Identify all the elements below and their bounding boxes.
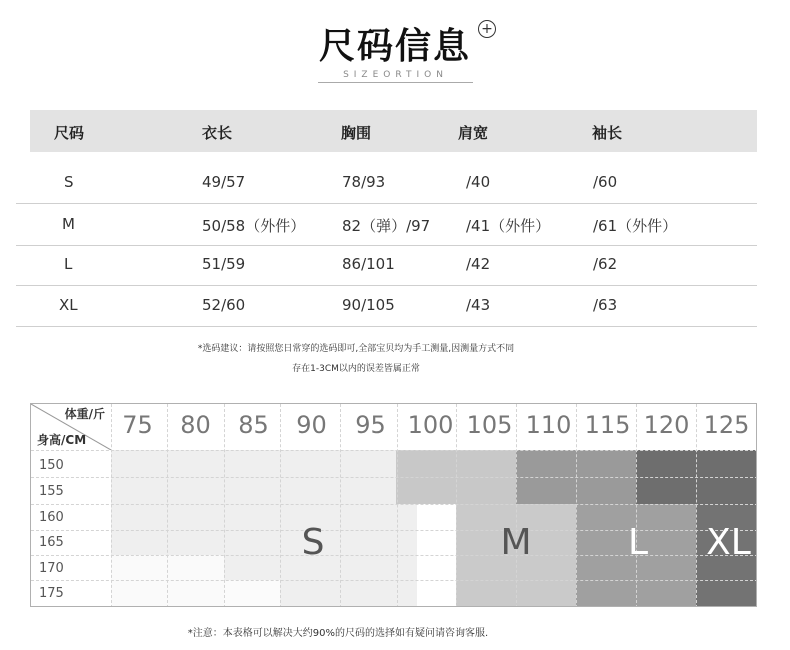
plus-circle-icon: + — [478, 20, 496, 38]
weight-tick: 120 — [643, 411, 690, 439]
zone-label-s: S — [301, 522, 325, 563]
header-chest: 胸围 — [341, 124, 372, 142]
zone-label-xl: XL — [706, 522, 751, 563]
weight-tick: 110 — [525, 411, 572, 439]
cell-size: L — [64, 255, 73, 273]
height-tick: 175 — [39, 586, 64, 601]
weight-tick: 100 — [407, 411, 454, 439]
header-sleeve: 袖长 — [592, 124, 623, 142]
cell-chest: 90/105 — [342, 296, 395, 314]
table-row — [16, 162, 757, 204]
corner-header — [31, 404, 111, 450]
cell-length: 52/60 — [202, 296, 246, 314]
table-row — [16, 285, 757, 327]
zone-label-l: L — [627, 522, 649, 563]
grid-line — [31, 450, 757, 451]
weight-tick: 75 — [122, 411, 153, 439]
cell-length: 51/59 — [202, 255, 246, 273]
cell-shoulder: /41（外件） — [466, 217, 551, 235]
header-length: 衣长 — [202, 124, 233, 142]
cell-chest: 78/93 — [342, 173, 386, 191]
weight-tick: 105 — [466, 411, 513, 439]
grid-line — [31, 504, 757, 505]
table-row — [16, 244, 757, 286]
cell-chest: 82（弹）/97 — [342, 217, 431, 235]
height-tick: 150 — [39, 458, 64, 473]
cell-chest: 86/101 — [342, 255, 395, 273]
cell-sleeve: /61（外件） — [593, 217, 678, 235]
error-margin-note: 存在1-3CM以内的误差皆属正常 — [292, 364, 420, 374]
grid-line — [31, 580, 757, 581]
cell-shoulder: /43 — [466, 296, 491, 314]
cell-sleeve: /63 — [593, 296, 618, 314]
height-tick: 160 — [39, 510, 64, 525]
weight-tick: 115 — [584, 411, 631, 439]
header-shoulder: 肩宽 — [458, 124, 489, 142]
cell-shoulder: /42 — [466, 255, 491, 273]
weight-tick: 95 — [355, 411, 386, 439]
page-subtitle: SIZEORTION — [318, 70, 473, 83]
footnote: *注意：本表格可以解决大约90%的尺码的选择如有疑问请咨询客服. — [187, 628, 489, 639]
cell-length: 50/58（外件） — [202, 217, 306, 235]
weight-tick: 85 — [238, 411, 269, 439]
size-table-header — [30, 110, 757, 152]
cell-sleeve: /62 — [593, 255, 618, 273]
height-tick: 170 — [39, 561, 64, 576]
weight-tick: 90 — [296, 411, 327, 439]
cell-sleeve: /60 — [593, 173, 618, 191]
grid-line — [31, 477, 757, 478]
cell-shoulder: /40 — [466, 173, 491, 191]
zone-label-m: M — [500, 522, 532, 563]
size-advice-note: *选码建议：请按照您日常穿的选码即可,全部宝贝均为手工测量,因测量方式不同 — [197, 344, 515, 354]
size-grid-chart — [30, 403, 757, 607]
weight-tick: 80 — [180, 411, 211, 439]
height-tick: 155 — [39, 484, 64, 499]
cell-size: XL — [59, 296, 78, 314]
cell-size: M — [62, 215, 75, 233]
zone-s-lower-mid — [224, 580, 280, 607]
header-size: 尺码 — [54, 124, 85, 142]
height-axis-label: 身高/CM — [37, 433, 87, 447]
height-tick: 165 — [39, 535, 64, 550]
weight-axis-label: 体重/斤 — [64, 407, 105, 421]
cell-size: S — [64, 173, 74, 191]
cell-length: 49/57 — [202, 173, 246, 191]
page-title: 尺码信息 — [318, 26, 471, 67]
weight-tick: 125 — [703, 411, 750, 439]
table-row — [16, 204, 757, 246]
